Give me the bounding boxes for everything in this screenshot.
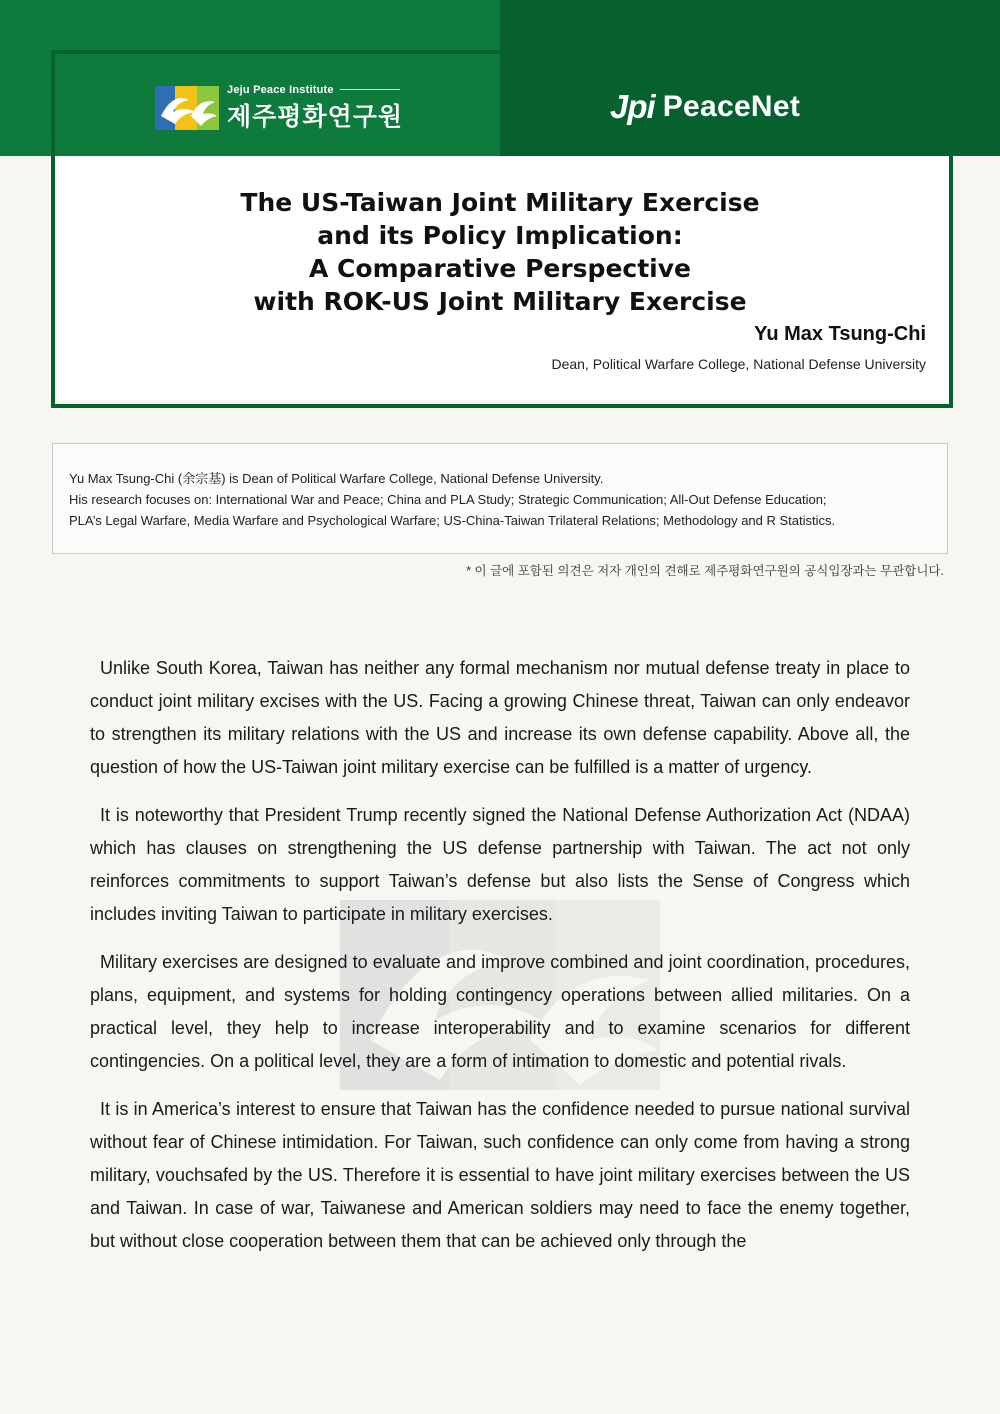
bio-line: His research focuses on: International War and Peace; China and PLA Study; Strategic Communication; All-Out Defense Education; [69, 492, 827, 507]
logo-rule [340, 89, 400, 90]
article-body [90, 652, 910, 1273]
body-paragraph: It is in America’s interest to ensure that Taiwan has the confidence needed to pursue national survival without fear of Chinese intimidation. For Taiwan, such confidence can only come from having a strong military, vouchsafed by the US. Therefore it is essential to have joint military exercises between the US and Taiwan. In case of war, Taiwanese and American soldiers may need to face the enemy together, but without close cooperation between them that can be achieved only through the [90, 1099, 910, 1251]
jeju-peace-institute-logo [155, 83, 404, 131]
bio-line: Yu Max Tsung-Chi (余宗基) is Dean of Political Warfare College, National Defense University. [69, 471, 604, 486]
bio-line: PLA’s Legal Warfare, Media Warfare and Psychological Warfare; US-China-Taiwan Trilateral Relations; Methodology and R Statistics. [69, 513, 836, 528]
disclaimer-note: * 이 글에 포함된 의견은 저자 개인의 견해로 제주평화연구원의 공식입장과는 무관합니다. [466, 564, 944, 578]
title-line: A Comparative Perspective [309, 254, 691, 283]
article-title [140, 186, 860, 318]
institute-name-ko: 제주평화연구원 [227, 102, 404, 131]
institute-emblem-icon [155, 86, 219, 130]
title-line: The US-Taiwan Joint Military Exercise [240, 188, 760, 217]
peacenet-wordmark: PeaceNet [662, 90, 801, 123]
author-name: Yu Max Tsung-Chi [754, 323, 926, 345]
jpi-mark: Jpi [610, 88, 655, 125]
author-affiliation: Dean, Political Warfare College, National Defense University [551, 356, 926, 372]
body-paragraph: Military exercises are designed to evaluate and improve combined and joint coordination, procedures, plans, equipment, and systems for holding contingency operations between allied militaries. On a practical level, they help to increase interoperability and to examine scenarios for different contingencies. On a political level, they are a form of intimation to domestic and potential rivals. [90, 952, 910, 1071]
author-bio-box [52, 443, 948, 554]
body-paragraph: Unlike South Korea, Taiwan has neither any formal mechanism nor mutual defense treaty in place to conduct joint military excises with the US. Facing a growing Chinese threat, Taiwan can only endeavor to strengthen its military relations with the US and increase its own defense capability. Above all, the question of how the US-Taiwan joint military exercise can be fulfilled is a matter of urgency. [90, 658, 910, 777]
body-paragraph: It is noteworthy that President Trump recently signed the National Defense Authorization Act (NDAA) which has clauses on strengthening the US defense partnership with Taiwan. The act not only reinforces commitments to support Taiwan’s defense but also lists the Sense of Congress which includes inviting Taiwan to participate in military exercises. [90, 805, 910, 924]
peacenet-logo [610, 88, 800, 126]
title-line: with ROK-US Joint Military Exercise [253, 287, 747, 316]
title-line: and its Policy Implication: [317, 221, 683, 250]
institute-name-en: Jeju Peace Institute [227, 83, 334, 96]
